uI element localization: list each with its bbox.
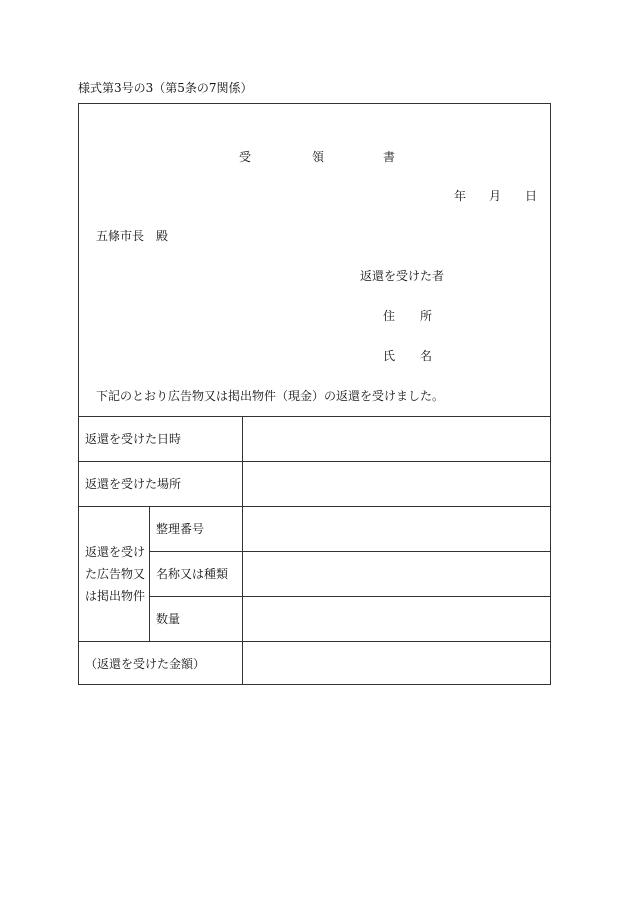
place-value <box>243 462 550 506</box>
statement: 下記のとおり広告物又は掲出物件（現金）の返還を受けました。 <box>96 389 445 403</box>
address-char-2: 所 <box>420 309 433 323</box>
receipt-form <box>78 103 551 685</box>
object-name-label: 名称又は種類 <box>156 567 229 581</box>
object-group-label: 返還を受けた広告物又は掲出物件 <box>85 545 146 603</box>
object-quantity-value <box>243 597 550 641</box>
title-char-3: 書 <box>383 150 396 164</box>
amount-value <box>243 642 550 684</box>
date-year: 年 <box>454 189 467 203</box>
title-char-1: 受 <box>239 150 252 164</box>
object-id-label: 整理番号 <box>156 522 205 536</box>
form-number: 様式第3号の3（第5条の7関係） <box>78 81 253 95</box>
title-char-2: 領 <box>312 150 325 164</box>
datetime-value <box>243 417 550 461</box>
addressee: 五條市長 殿 <box>96 229 169 243</box>
object-id-value <box>243 507 550 551</box>
place-label: 返還を受けた場所 <box>85 477 182 491</box>
date-month: 月 <box>489 189 502 203</box>
object-quantity-label: 数量 <box>156 612 181 626</box>
column-divider <box>149 506 150 641</box>
object-name-value <box>243 552 550 596</box>
returnee-label: 返還を受けた者 <box>360 269 445 283</box>
datetime-label: 返還を受けた日時 <box>85 432 182 446</box>
name-char-2: 名 <box>420 349 433 363</box>
name-char-1: 氏 <box>383 349 396 363</box>
date-day: 日 <box>525 189 538 203</box>
address-char-1: 住 <box>383 309 396 323</box>
amount-label: （返還を受けた金額） <box>85 657 206 671</box>
